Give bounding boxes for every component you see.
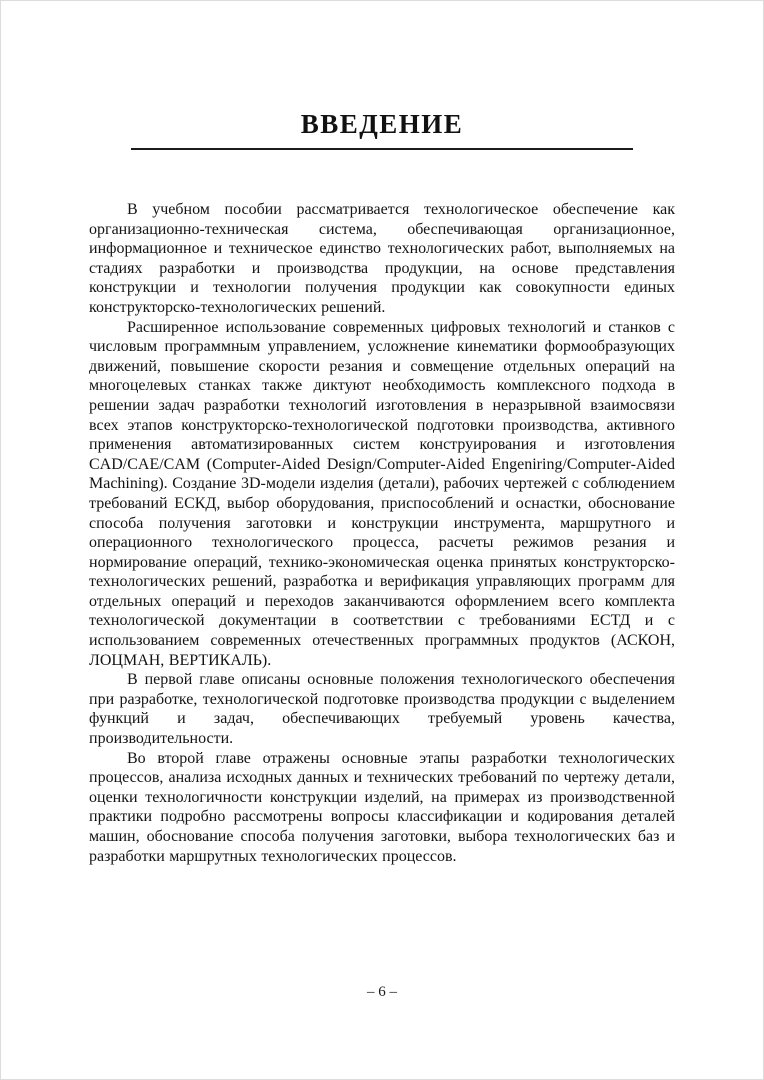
page-title: ВВЕДЕНИЕ [300, 109, 464, 139]
paragraph-1: В учебном пособии рассматривается технологическое обеспечение как организационно-техническая система, обеспечивающая организационное, информационное и техническое единство технологических работ, выполняемых на стадиях разработки и производства продукции, на основе представления конструкции и технологии получения продукции как совокупности единых конструкторско-технологических решений. [89, 201, 675, 316]
title-underline [131, 148, 633, 150]
paragraph-2: Расширенное использование современных цифровых технологий и станков с числовым программным управлением, усложнение кинематики формообразующих движений, повышение скорости резания и совмещение отдельных операций на многоцелевых станках также диктуют необходимость комплексного подхода в решении задач разработки технологий изготовления в неразрывной взаимосвязи всех этапов конструкторско-технологической подготовки производства, активного применения автоматизированных систем конструирования и изготовления CAD/CAE/CAM (Computer-Aided Design/Computer-Aided Engeniring/Computer-Aided Machining). Создание 3D-модели изделия (детали), рабочих чертежей с соблюдением требований ЕСКД, выбор оборудования, приспособлений и оснастки, обоснование способа получения заготовки и конструкции инструмента, маршрутного и операционного технологического процесса, расчеты режимов резания и нормирование операций, технико-экономическая оценка принятых конструкторско-технологических решений, разработка и верификация управляющих программ для отдельных операций и переходов заканчиваются оформлением всего комплекта технологической документации в соответствии с требованиями ЕСТД и с использованием современных отечественных программных продуктов (АСКОН, ЛОЦМАН, ВЕРТИКАЛЬ). [89, 318, 675, 669]
page-number: – 6 – [367, 984, 397, 1000]
paragraph-3: В первой главе описаны основные положения технологического обеспечения при разработке, технологической подготовке производства продукции с выделением функций и задач, обеспечивающих требуемый уровень качества, производительности. [89, 671, 675, 748]
body-text [89, 200, 675, 866]
paragraph-4: Во второй главе отражены основные этапы разработки технологических процессов, анализа исходных данных и технических требований по чертежу детали, оценки технологичности конструкции изделий, на примерах из производственной практики подробно рассмотрены вопросы классификации и кодирования деталей машин, обоснование способа получения заготовки, выбора технологических баз и разработки маршрутных технологических процессов. [89, 749, 675, 865]
